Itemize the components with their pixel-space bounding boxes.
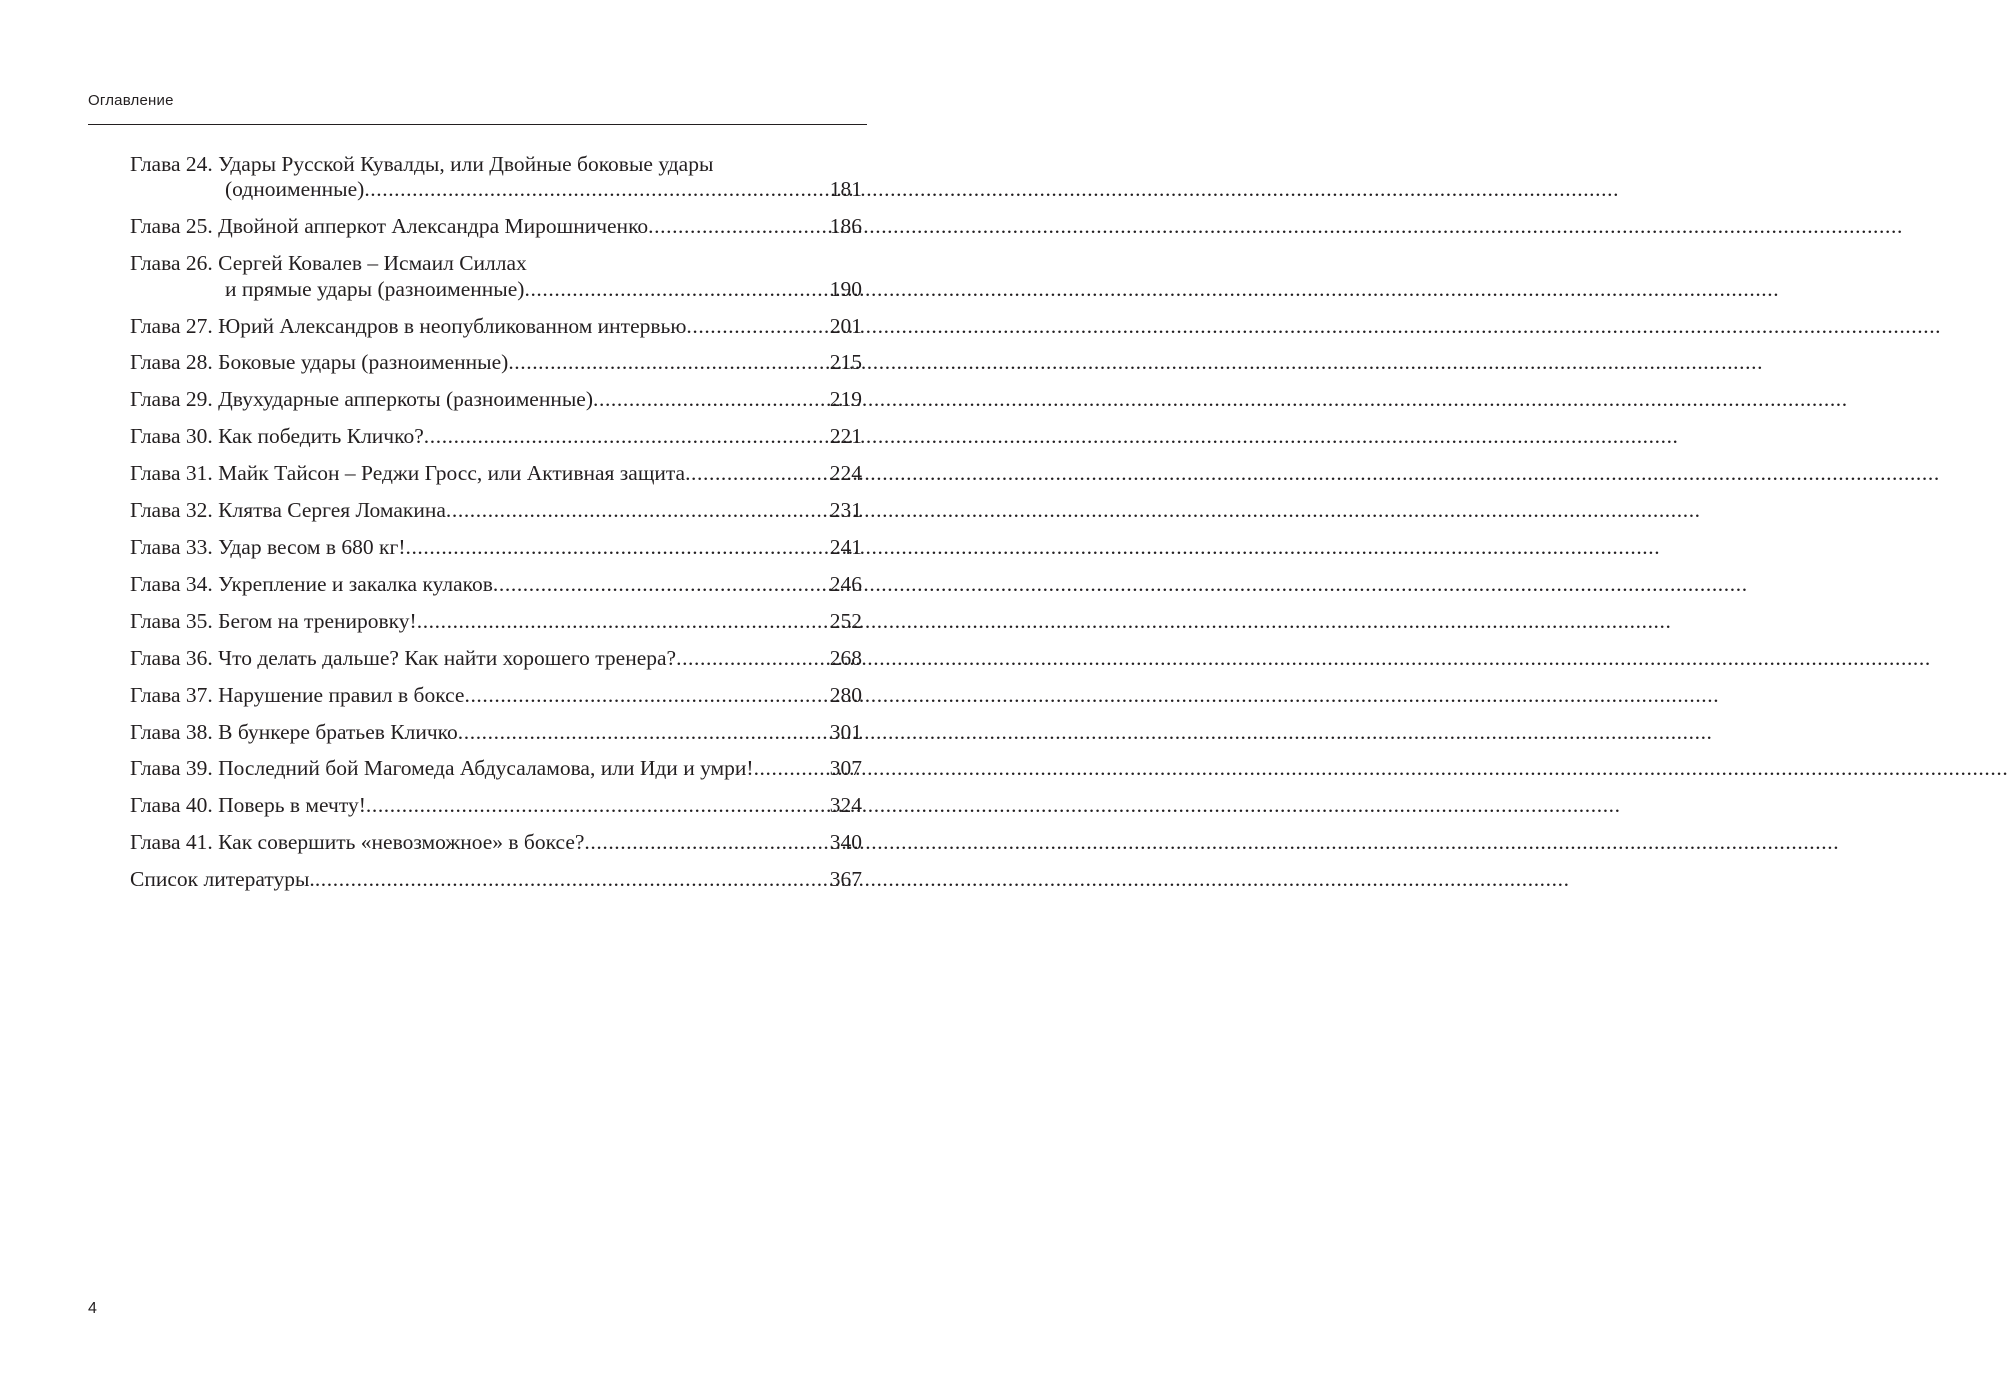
running-head-title: Оглавление	[88, 92, 174, 109]
toc-chapter-title: Удар весом в 680 кг!	[218, 534, 406, 559]
dot-leader	[754, 756, 830, 781]
toc-entry-continuation	[130, 177, 862, 202]
toc-page-number: 221	[829, 424, 862, 449]
toc-entry-continuation	[130, 277, 862, 302]
dot-leader	[405, 535, 829, 560]
toc-chapter-title: Поверь в мечту!	[218, 793, 366, 818]
toc-chapter-number: Глава 24.	[130, 152, 213, 176]
toc-entry-line	[130, 387, 862, 412]
toc-entry-label	[130, 350, 508, 375]
toc-entry	[130, 867, 862, 892]
toc-chapter-title: Сергей Ковалев – Исмаил Силлах	[218, 251, 527, 276]
header-rule	[88, 124, 867, 125]
dot-leader	[593, 387, 830, 412]
toc-entry	[130, 424, 862, 449]
toc-chapter-title: Майк Тайсон – Реджи Гросс, или Активная защита	[218, 461, 686, 486]
toc-entry-line	[130, 461, 862, 486]
toc-page-number: 367	[829, 867, 862, 892]
toc-chapter-number: Глава 28.	[130, 350, 213, 375]
toc-entry	[130, 498, 862, 523]
toc-chapter-number: Глава 39.	[130, 756, 213, 781]
dot-leader	[584, 830, 829, 855]
toc-page-number: 201	[829, 313, 862, 338]
dot-leader	[508, 350, 829, 375]
toc-entry-line	[130, 609, 862, 634]
dot-leader	[686, 314, 829, 339]
toc-entry	[130, 535, 862, 560]
dot-leader	[676, 646, 830, 671]
toc-chapter-number: Глава 31.	[130, 461, 213, 486]
toc-entry-label	[130, 830, 584, 855]
toc-entry	[130, 152, 862, 203]
toc-entry	[130, 251, 862, 302]
toc-chapter-title: Как совершить «невозможное» в боксе?	[218, 830, 585, 855]
toc-entry-line	[130, 251, 862, 276]
toc-page-number: 219	[829, 387, 862, 412]
toc-entry-label	[130, 720, 458, 745]
dot-leader	[458, 720, 830, 745]
toc-entry-label	[130, 572, 493, 597]
toc-chapter-title: Юрий Александров в неопубликованном интервью	[218, 313, 687, 338]
toc-chapter-number: Глава 40.	[130, 793, 213, 818]
toc-entry-label	[130, 498, 446, 523]
toc-chapter-number: Глава 33.	[130, 534, 213, 559]
toc-page-number: 186	[829, 214, 862, 239]
toc-entry-label	[130, 867, 315, 892]
toc-entry-label	[130, 314, 686, 339]
toc-entry-line	[130, 793, 862, 818]
toc-entry	[130, 609, 862, 634]
toc-chapter-number: Глава 37.	[130, 682, 213, 707]
toc-entry-label	[130, 461, 685, 486]
toc-page-number: 190	[829, 276, 862, 301]
page-number: 4	[88, 1300, 97, 1317]
toc-entry-line	[130, 498, 862, 523]
toc-entry-line	[130, 214, 862, 239]
toc-page-number: 340	[829, 830, 862, 855]
toc-entry-line	[130, 867, 862, 892]
toc-entry-label	[130, 609, 417, 634]
toc-page-number: 301	[829, 719, 862, 744]
toc-entry-line	[130, 830, 862, 855]
toc-entry-label	[225, 177, 364, 202]
toc-chapter-title: Клятва Сергея Ломакина	[218, 498, 446, 523]
toc-entry-line	[130, 152, 862, 177]
toc-page-number: 241	[829, 534, 862, 559]
toc-entry-label	[130, 793, 366, 818]
toc-chapter-number: Глава 32.	[130, 498, 213, 523]
toc-entry	[130, 387, 862, 412]
toc-entry-line	[130, 572, 862, 597]
toc-entry	[130, 646, 862, 671]
toc-entry-label	[130, 535, 405, 560]
toc-entry-line	[130, 424, 862, 449]
toc-entry	[130, 683, 862, 708]
toc-chapter-number: Глава 29.	[130, 387, 213, 412]
toc-chapter-title: Двойной апперкот Александра Мирошниченко	[218, 214, 649, 239]
toc-page-number: 307	[829, 756, 862, 781]
toc-entry-label	[130, 387, 593, 412]
toc-chapter-number: Глава 36.	[130, 645, 213, 670]
toc-entry	[130, 461, 862, 486]
toc-chapter-title: Двухударные апперкоты (разноименные)	[218, 387, 593, 412]
dot-leader	[493, 572, 830, 597]
toc-page-number: 268	[829, 645, 862, 670]
dot-leader	[417, 609, 830, 634]
toc-chapter-number: Глава 30.	[130, 424, 213, 449]
dot-leader	[524, 277, 829, 302]
toc-chapter-number: Глава 38.	[130, 719, 213, 744]
toc-entry-line	[130, 646, 862, 671]
dot-leader	[315, 867, 830, 892]
toc-page-number: 215	[829, 350, 862, 375]
toc-chapter-title: Укрепление и закалка кулаков	[218, 571, 493, 596]
toc-entry-label	[130, 424, 424, 449]
toc-entry-label	[130, 214, 648, 239]
toc-entry	[130, 756, 862, 781]
toc-entry-line	[130, 535, 862, 560]
toc-entry	[130, 720, 862, 745]
toc-chapter-title: (одноименные)	[225, 177, 365, 202]
dot-leader	[685, 461, 830, 486]
dot-leader	[424, 424, 830, 449]
toc-chapter-number: Глава 25.	[130, 214, 213, 239]
dot-leader	[648, 214, 830, 239]
toc-entry-label	[130, 251, 527, 276]
toc-entry-line	[130, 314, 862, 339]
toc-entry	[130, 830, 862, 855]
toc-entry	[130, 572, 862, 597]
toc-chapter-title: Бегом на тренировку!	[218, 608, 417, 633]
toc-page-number: 231	[829, 498, 862, 523]
toc-chapter-number: Глава 27.	[130, 313, 213, 338]
toc-chapter-number: Глава 41.	[130, 830, 213, 855]
toc-entry	[130, 350, 862, 375]
toc-entry-line	[130, 683, 862, 708]
toc-page-number: 280	[829, 682, 862, 707]
toc-page-number: 181	[829, 177, 862, 202]
toc-chapter-number: Глава 35.	[130, 608, 213, 633]
toc-chapter-title: Список литературы.	[130, 867, 315, 892]
dot-leader	[464, 683, 829, 708]
dot-leader	[364, 177, 829, 202]
toc-page-number: 224	[829, 461, 862, 486]
toc-chapter-title: Удары Русской Кувалды, или Двойные боковые удары	[218, 152, 714, 176]
toc-page-number: 252	[829, 608, 862, 633]
toc-entry-label	[130, 646, 676, 671]
toc-chapter-number: Глава 34.	[130, 571, 213, 596]
toc-entry	[130, 793, 862, 818]
toc-entry-line	[130, 350, 862, 375]
table-of-contents	[130, 152, 862, 904]
toc-page-number: 246	[829, 571, 862, 596]
toc-entry-label	[130, 683, 464, 708]
toc-chapter-title: Что делать дальше? Как найти хорошего тренера?	[218, 645, 677, 670]
dot-leader	[366, 793, 830, 818]
toc-entry	[130, 214, 862, 239]
toc-chapter-title: и прямые удары (разноименные)	[225, 276, 525, 301]
toc-chapter-title: Последний бой Магомеда Абдусаламова, или Иди и умри!	[218, 756, 754, 781]
toc-entry-line	[130, 756, 862, 781]
toc-chapter-title: Нарушение правил в боксе	[218, 682, 465, 707]
toc-chapter-title: В бункере братьев Кличко	[218, 719, 458, 744]
toc-chapter-number: Глава 26.	[130, 251, 213, 276]
toc-entry-line	[130, 720, 862, 745]
toc-entry-label	[130, 756, 754, 781]
dot-leader	[446, 498, 830, 523]
toc-entry-label	[225, 277, 524, 302]
toc-chapter-title: Боковые удары (разноименные)	[218, 350, 509, 375]
toc-page-number: 324	[829, 793, 862, 818]
toc-entry	[130, 314, 862, 339]
toc-entry-label	[130, 152, 713, 177]
toc-chapter-title: Как победить Кличко?	[218, 424, 424, 449]
